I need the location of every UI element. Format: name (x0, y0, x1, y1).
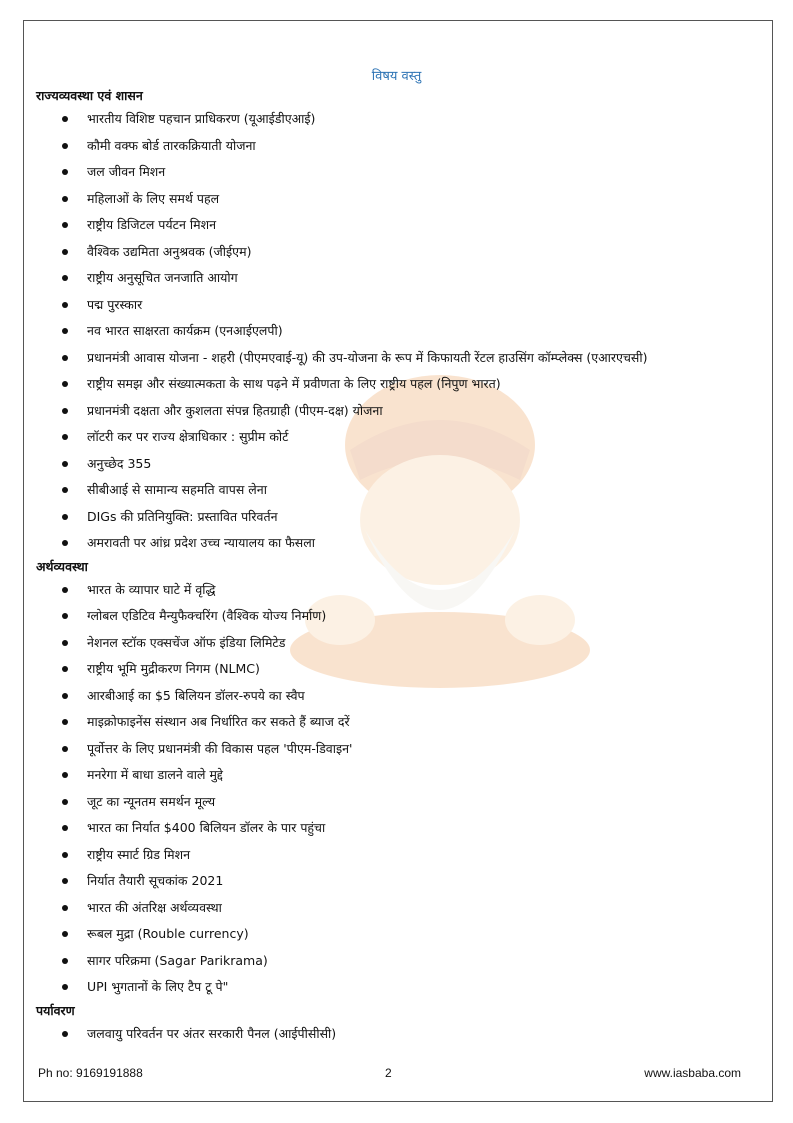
bullet-icon (62, 196, 68, 202)
section-items-economy (36, 577, 746, 1001)
bullet-icon (62, 1031, 68, 1037)
bullet-icon (62, 613, 68, 619)
list-item: पूर्वोत्तर के लिए प्रधानमंत्री की विकास पहल 'पीएम-डिवाइन' (36, 736, 746, 763)
list-item: लॉटरी कर पर राज्य क्षेत्राधिकार : सुप्रीम कोर्ट (36, 424, 746, 451)
bullet-icon (62, 355, 68, 361)
bullet-icon (62, 540, 68, 546)
list-item: नेशनल स्टॉक एक्सचेंज ऑफ इंडिया लिमिटेड (36, 630, 746, 657)
list-item: रूबल मुद्रा (Rouble currency) (36, 921, 746, 948)
footer-phone: Ph no: 9169191888 (38, 1066, 143, 1080)
bullet-icon (62, 746, 68, 752)
list-item: निर्यात तैयारी सूचकांक 2021 (36, 868, 746, 895)
bullet-icon (62, 514, 68, 520)
bullet-icon (62, 799, 68, 805)
list-item: भारत की अंतरिक्ष अर्थव्यवस्था (36, 895, 746, 922)
section-heading-polity: राज्यव्यवस्था एवं शासन (36, 88, 143, 103)
bullet-icon (62, 461, 68, 467)
bullet-icon (62, 169, 68, 175)
bullet-icon (62, 587, 68, 593)
list-item: राष्ट्रीय स्मार्ट ग्रिड मिशन (36, 842, 746, 869)
list-item: DIGs की प्रतिनियुक्ति: प्रस्तावित परिवर्तन (36, 504, 746, 531)
bullet-icon (62, 958, 68, 964)
bullet-icon (62, 408, 68, 414)
list-item: मनरेगा में बाधा डालने वाले मुद्दे (36, 762, 746, 789)
bullet-icon (62, 302, 68, 308)
list-item: माइक्रोफाइनेंस संस्थान अब निर्धारित कर सकते हैं ब्याज दरें (36, 709, 746, 736)
section-items-environment (36, 1021, 746, 1048)
list-item: भारत का निर्यात $400 बिलियन डॉलर के पार पहुंचा (36, 815, 746, 842)
list-item: राष्ट्रीय अनुसूचित जनजाति आयोग (36, 265, 746, 292)
list-item: कौमी वक्फ बोर्ड तारकक्रियाती योजना (36, 133, 746, 160)
list-item: अनुच्छेद 355 (36, 451, 746, 478)
bullet-icon (62, 666, 68, 672)
list-item: महिलाओं के लिए समर्थ पहल (36, 186, 746, 213)
list-item: वैश्विक उद्यमिता अनुश्रवक (जीईएम) (36, 239, 746, 266)
section-heading-environment: पर्यावरण (36, 1002, 75, 1018)
list-item: अमरावती पर आंध्र प्रदेश उच्च न्यायालय का फैसला (36, 530, 746, 557)
page-title: विषय वस्तु (371, 69, 422, 84)
bullet-icon (62, 434, 68, 440)
bullet-icon (62, 984, 68, 990)
bullet-icon (62, 487, 68, 493)
contents-list (36, 86, 746, 1047)
list-item: प्रधानमंत्री आवास योजना - शहरी (पीएमएवाई-यू) की उप-योजना के रूप में किफायती रेंटल हाउसिंग कॉम्प्लेक्स (एआरएचसी) (36, 345, 746, 372)
list-item: जलवायु परिवर्तन पर अंतर सरकारी पैनल (आईपीसीसी) (36, 1021, 746, 1048)
list-item: प्रधानमंत्री दक्षता और कुशलता संपन्न हितग्राही (पीएम-दक्ष) योजना (36, 398, 746, 425)
list-item: राष्ट्रीय डिजिटल पर्यटन मिशन (36, 212, 746, 239)
list-item: भारत के व्यापार घाटे में वृद्धि (36, 577, 746, 604)
bullet-icon (62, 275, 68, 281)
list-item: नव भारत साक्षरता कार्यक्रम (एनआईएलपी) (36, 318, 746, 345)
section-items-polity (36, 106, 746, 557)
list-item: सागर परिक्रमा (Sagar Parikrama) (36, 948, 746, 975)
bullet-icon (62, 878, 68, 884)
bullet-icon (62, 931, 68, 937)
bullet-icon (62, 719, 68, 725)
list-item: सीबीआई से सामान्य सहमति वापस लेना (36, 477, 746, 504)
bullet-icon (62, 772, 68, 778)
list-item: भारतीय विशिष्ट पहचान प्राधिकरण (यूआईडीएआई) (36, 106, 746, 133)
list-item: पद्म पुरस्कार (36, 292, 746, 319)
bullet-icon (62, 222, 68, 228)
bullet-icon (62, 852, 68, 858)
list-item: जूट का न्यूनतम समर्थन मूल्य (36, 789, 746, 816)
list-item: आरबीआई का $5 बिलियन डॉलर-रुपये का स्वैप (36, 683, 746, 710)
bullet-icon (62, 825, 68, 831)
bullet-icon (62, 693, 68, 699)
bullet-icon (62, 640, 68, 646)
list-item: जल जीवन मिशन (36, 159, 746, 186)
list-item: UPI भुगतानों के लिए टैप टू पे" (36, 974, 746, 1001)
bullet-icon (62, 143, 68, 149)
bullet-icon (62, 328, 68, 334)
list-item: राष्ट्रीय भूमि मुद्रीकरण निगम (NLMC) (36, 656, 746, 683)
bullet-icon (62, 381, 68, 387)
bullet-icon (62, 905, 68, 911)
footer-page-number: 2 (385, 1066, 392, 1080)
footer-website: www.iasbaba.com (644, 1066, 741, 1080)
bullet-icon (62, 116, 68, 122)
section-heading-economy: अर्थव्यवस्था (36, 558, 88, 574)
list-item: राष्ट्रीय समझ और संख्यात्मकता के साथ पढ़ने में प्रवीणता के लिए राष्ट्रीय पहल (निपुण भारत) (36, 371, 746, 398)
bullet-icon (62, 249, 68, 255)
list-item: ग्लोबल एडिटिव मैन्युफैक्चरिंग (वैश्विक योज्य निर्माण) (36, 603, 746, 630)
